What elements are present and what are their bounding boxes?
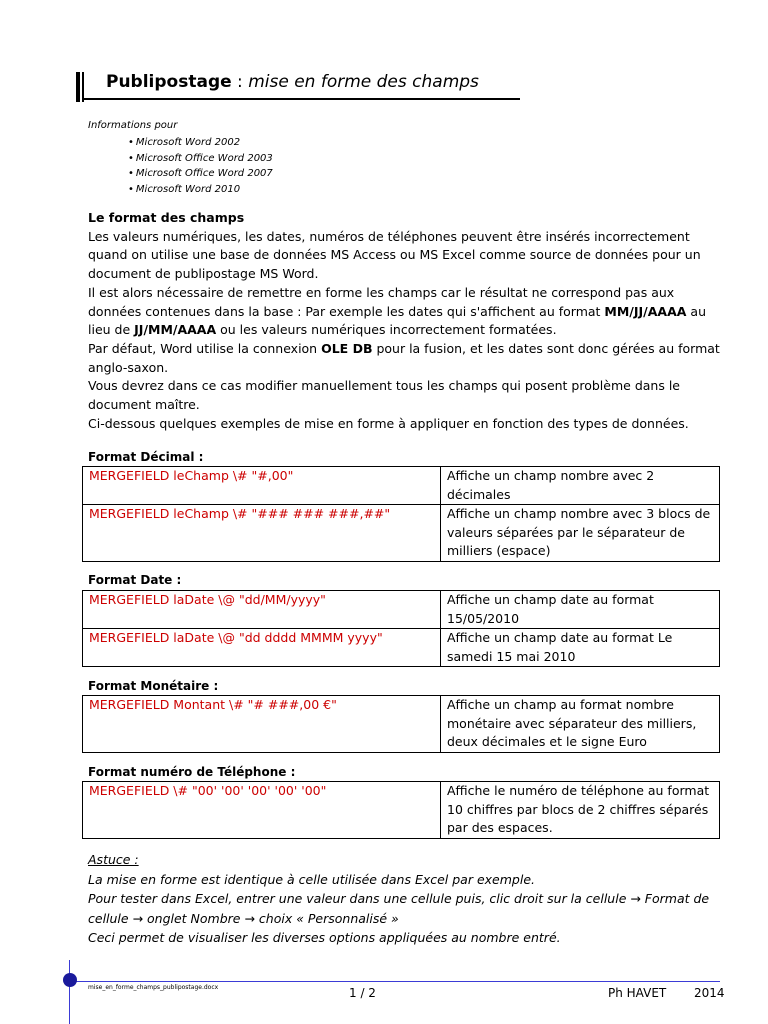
text: ou les valeurs numériques incorrectement formatées. [216,322,557,338]
page-title [106,72,479,92]
astuce-line: La mise en forme est identique à celle utilisée dans Excel par exemple. [88,871,535,887]
paragraph [88,284,728,340]
table-row [83,696,720,753]
table-row [83,782,720,839]
text: Par défaut, Word utilise la connexion [88,340,322,356]
format-jjmm: JJ/MM/AAAA [134,322,217,338]
field-code: MERGEFIELD \# "00' '00' '00' '00' '00" [83,782,441,839]
list-item-text: Microsoft Word 2002 [135,137,241,148]
footer-vertical-rule [69,960,70,1024]
field-description: Affiche le numéro de téléphone au format 10 chiffres par blocs de 2 chiffres séparés par des espaces. [441,782,720,839]
list-item-text: Microsoft Office Word 2003 [135,152,273,164]
field-description: Affiche un champ date au format 15/05/2010 [441,591,720,629]
field-code: MERGEFIELD laDate \@ "dd dddd MMMM yyyy" [83,629,441,667]
footer-rule [74,981,720,982]
table-row [83,629,720,667]
list-item-text: Microsoft Office Word 2007 [135,168,273,179]
paragraph: Ci-dessous quelques exemples de mise en forme à appliquer en fonction des types de données. [88,415,689,431]
title-italic: mise en forme des champs [248,72,479,92]
version-list [128,135,273,197]
text: au lieu de [88,303,706,338]
astuce-line: Pour tester dans Excel, entrer une valeur dans une cellule puis, clic droit sur la cellule → Format de cellule → onglet Nombre → choix « Personnalisé » [88,891,710,926]
text: Il est alors nécessaire de remettre en forme les champs car le résultat ne correspond pas aux données contenues dans la base : Par exemple les dates qui s'affichent au format [88,284,675,319]
paragraph: Les valeurs numériques, les dates, numéros de téléphones peuvent être insérés incorrectement quand on utilise une base de données MS Access ou MS Excel comme source de données pour un document de publipostage MS Word. [88,228,701,282]
table-row [83,591,720,629]
text: pour la fusion, et les dates sont donc gérées au format anglo-saxon. [88,340,720,375]
field-code: MERGEFIELD laDate \@ "dd/MM/yyyy" [83,591,441,629]
list-item [128,135,273,151]
section-title-date: Format Date : [88,573,182,587]
field-code: MERGEFIELD Montant \# "# ###,00 €" [83,696,441,753]
footer-dot-icon [63,973,77,987]
decimal-table [82,466,720,562]
footer-author: Ph HAVET [608,986,667,1000]
title-bold: Publipostage [106,72,232,92]
astuce-block [88,850,738,948]
paragraph [88,340,728,377]
astuce-heading: Astuce : [88,852,139,867]
table-row [83,505,720,562]
money-table [82,695,720,753]
field-description: Affiche un champ date au format Le samedi 15 mai 2010 [441,629,720,667]
field-code: MERGEFIELD leChamp \# "### ### ###,##" [83,505,441,562]
title-separator: : [231,72,249,92]
format-mmjj: MM/JJ/AAAA [604,303,687,319]
info-heading: Informations pour [88,120,178,131]
phone-table [82,781,720,839]
page-number: 1 / 2 [349,986,376,1000]
section-heading: Le format des champs [88,210,245,225]
section-title-money: Format Monétaire : [88,679,219,693]
title-rule-thick [76,72,80,102]
list-item-text: Microsoft Word 2010 [135,183,241,195]
paragraph: Vous devrez dans ce cas modifier manuellement tous les champs qui posent problème dans le document maître. [88,378,680,413]
ole-db: OLE DB [321,340,373,356]
field-description: Affiche un champ nombre avec 3 blocs de valeurs séparées par le séparateur de milliers (espace) [441,505,720,562]
astuce-line: Ceci permet de visualiser les diverses options appliquées au nombre entré. [88,930,561,945]
section-title-decimal: Format Décimal : [88,450,204,464]
field-description: Affiche un champ au format nombre monétaire avec séparateur des milliers, deux décimales et le signe Euro [441,696,720,753]
title-underline [84,98,520,100]
footer-filename: mise_en_forme_champs_publipostage.docx [88,984,219,991]
list-item [128,182,273,198]
table-row [83,467,720,505]
list-item [128,166,273,182]
section-title-phone: Format numéro de Téléphone : [88,765,296,779]
list-item [128,151,273,167]
date-table [82,590,720,667]
intro-body [88,209,728,433]
field-code: MERGEFIELD leChamp \# "#,00" [83,467,441,505]
field-description: Affiche un champ nombre avec 2 décimales [441,467,720,505]
footer-year: 2014 [694,986,725,1000]
